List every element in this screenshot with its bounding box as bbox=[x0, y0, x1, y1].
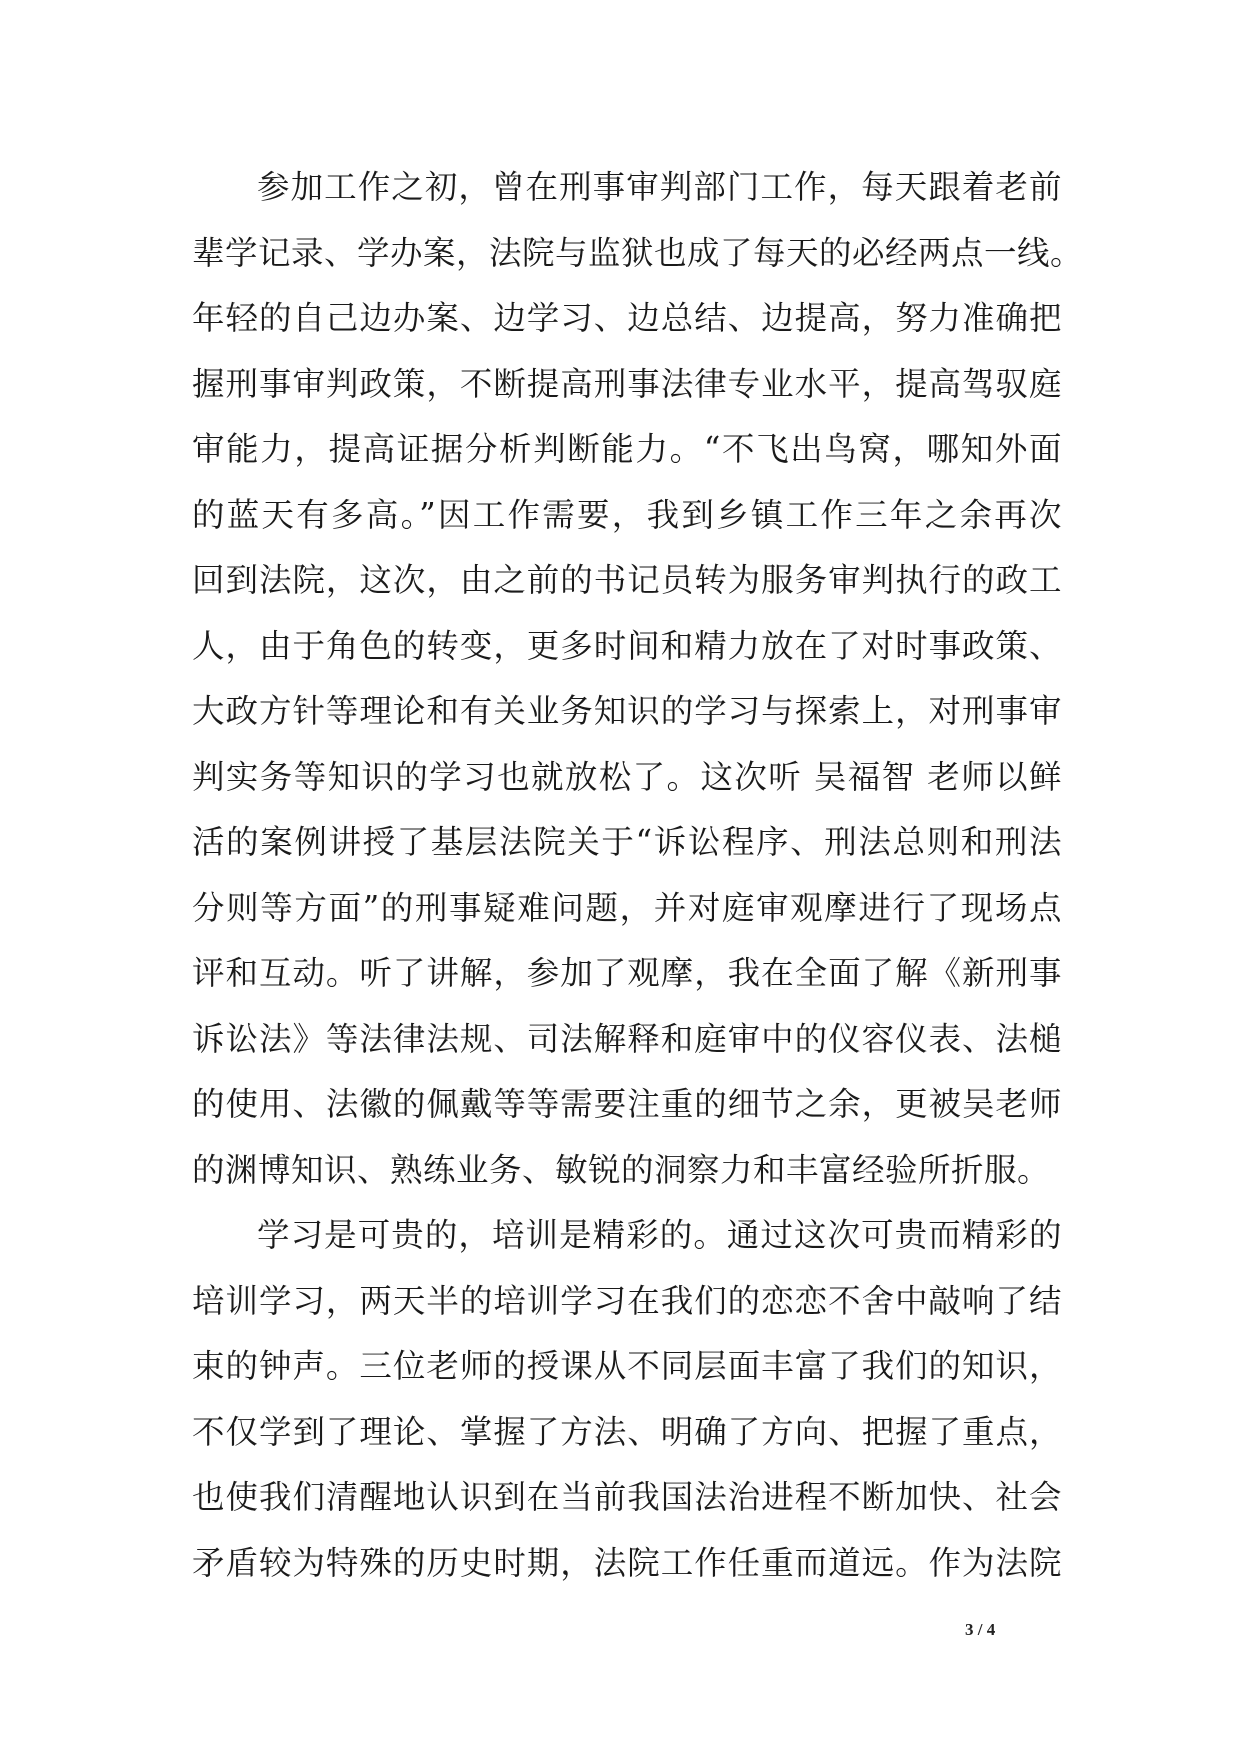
text-line: 束的钟声。三位老师的授课从不同层面丰富了我们的知识， bbox=[192, 1347, 1062, 1385]
text-line: 不仅学到了理论、掌握了方法、明确了方向、把握了重点， bbox=[192, 1412, 1062, 1451]
body-text bbox=[192, 155, 1084, 1596]
text-line: 分则等方面”的刑事疑难问题，并对庭审观摩进行了现场点 bbox=[192, 888, 1062, 927]
text-line: 矛盾较为特殊的历史时期，法院工作任重而道远。作为法院 bbox=[192, 1543, 1062, 1582]
text-line: 评和互动。听了讲解，参加了观摩，我在全面了解《新刑事 bbox=[192, 954, 1062, 992]
text-line: 也使我们清醒地认识到在当前我国法治进程不断加快、社会 bbox=[192, 1478, 1062, 1516]
text-line: 活的案例讲授了基层法院关于“诉讼程序、刑法总则和刑法 bbox=[192, 823, 1062, 861]
text-line: 学习是可贵的，培训是精彩的。通过这次可贵而精彩的 bbox=[257, 1216, 1062, 1254]
text-line: 诉讼法》等法律法规、司法解释和庭审中的仪容仪表、法槌 bbox=[192, 1019, 1062, 1058]
text-line: 的蓝天有多高。”因工作需要，我到乡镇工作三年之余再次 bbox=[192, 495, 1062, 534]
text-line: 参加工作之初，曾在刑事审判部门工作，每天跟着老前 bbox=[257, 168, 1062, 206]
text-line: 的渊博知识、熟练业务、敏锐的洞察力和丰富经验所折服。 bbox=[192, 1150, 1051, 1189]
text-line: 回到法院，这次，由之前的书记员转为服务审判执行的政工 bbox=[192, 561, 1062, 599]
text-line: 辈学记录、学办案，法院与监狱也成了每天的必经两点一线。 bbox=[192, 233, 1084, 272]
text-line: 年轻的自己边办案、边学习、边总结、边提高，努力准确把 bbox=[192, 299, 1062, 337]
text-line: 审能力，提高证据分析判断能力。“不飞出鸟窝，哪知外面 bbox=[192, 430, 1062, 468]
text-line: 握刑事审判政策，不断提高刑事法律专业水平，提高驾驭庭 bbox=[192, 364, 1062, 403]
text-line: 的使用、法徽的佩戴等等需要注重的细节之余，更被吴老师 bbox=[192, 1085, 1062, 1123]
text-line: 大政方针等理论和有关业务知识的学习与探索上，对刑事审 bbox=[192, 692, 1062, 730]
text-line: 判实务等知识的学习也就放松了。这次听 吴福智 老师以鲜 bbox=[192, 757, 1062, 796]
page-number: 3 / 4 bbox=[965, 1620, 996, 1639]
text-line: 培训学习，两天半的培训学习在我们的恋恋不舍中敲响了结 bbox=[192, 1281, 1062, 1320]
text-line: 人，由于角色的转变，更多时间和精力放在了对时事政策、 bbox=[192, 626, 1062, 665]
